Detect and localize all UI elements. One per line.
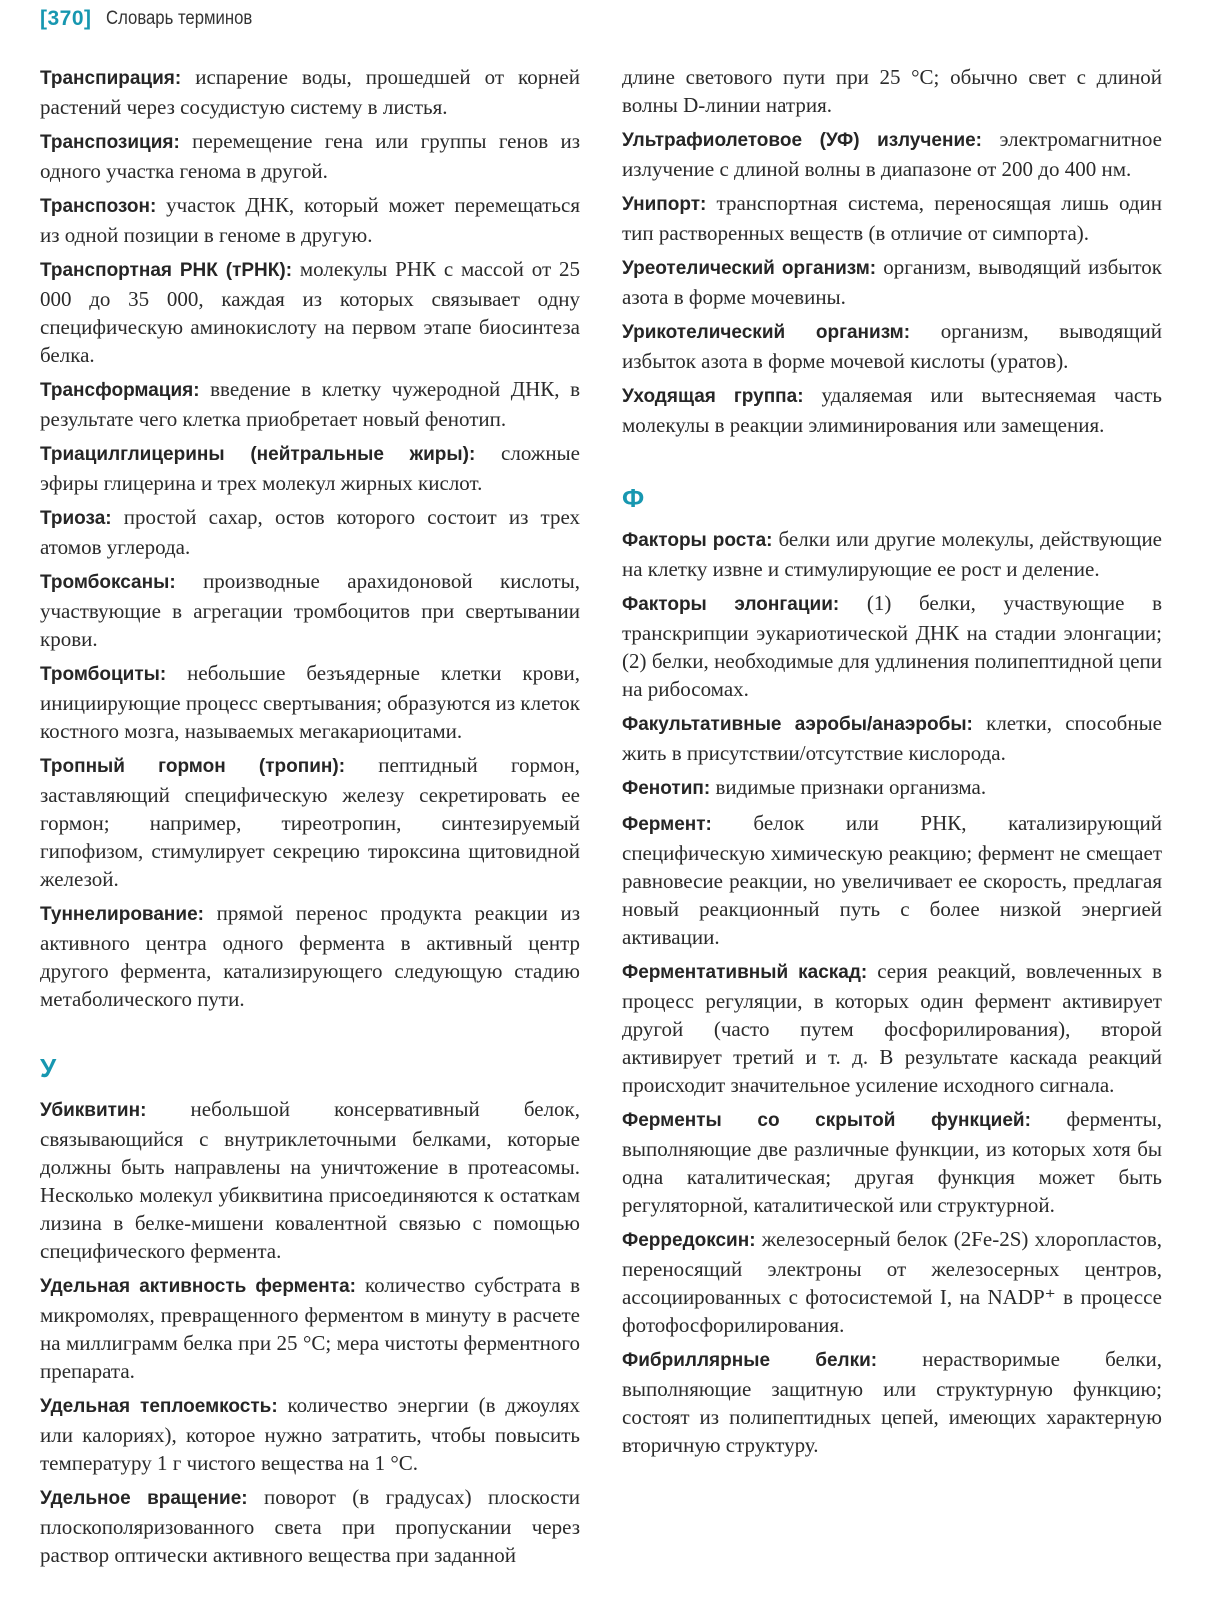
glossary-entry bbox=[40, 127, 580, 185]
glossary-entry bbox=[622, 809, 1162, 951]
entry-definition: ферменты, выполняющие две различные функции, из которых хотя бы одна каталитическая; другая функция может быть регуляторной, каталитической или структурной. bbox=[622, 1107, 1163, 1217]
glossary-entry bbox=[622, 957, 1162, 1099]
entry-term: Ферменты со скрытой функцией: bbox=[622, 1110, 1031, 1131]
entries-f bbox=[622, 525, 1162, 1459]
entry-term: Убиквитин: bbox=[40, 1100, 147, 1121]
entry-term: Туннелирование: bbox=[40, 904, 204, 925]
entry-term: Трансформация: bbox=[40, 380, 200, 401]
glossary-entry bbox=[622, 189, 1162, 247]
entry-definition: небольшой консервативный белок, связывающийся с внутриклеточными белками, которые должны быть направлены на уничтожение в протеасомы. Несколько молекул убиквитина присоединяются к остаткам лизина в белке-мишени ковалентной связью с помощью специфического фермента. bbox=[40, 1097, 580, 1263]
entry-definition: поворот (в градусах) плоскости плоскополяризованного света при пропускании через раствор оптически активного вещества при заданной bbox=[40, 1485, 580, 1567]
entry-term: Удельная теплоемкость: bbox=[40, 1396, 278, 1417]
entry-term: Ультрафиолетовое (УФ) излучение: bbox=[622, 130, 983, 151]
entry-term: Транспортная РНК (тРНК): bbox=[40, 260, 293, 281]
entry-definition: нерастворимые белки, выполняющие защитную или структурную функцию; состоят из полипептидных цепей, имеющих характерную вторичную структуру. bbox=[622, 1347, 1162, 1457]
entry-definition: организм, выводящий избыток азота в форме мочевой кислоты (уратов). bbox=[622, 319, 1162, 373]
entry-term: Транспирация: bbox=[40, 68, 182, 89]
glossary-entry bbox=[40, 1391, 580, 1477]
glossary-entry bbox=[40, 191, 580, 249]
glossary-entry bbox=[622, 1345, 1162, 1459]
glossary-entry bbox=[40, 1095, 580, 1265]
entry-term: Транспозиция: bbox=[40, 132, 180, 153]
right-column bbox=[622, 63, 1162, 1465]
entry-definition: испарение воды, прошедшей от корней растений через сосудистую систему в листья. bbox=[40, 65, 580, 119]
entry-definition: клетки, способные жить в присутствии/отсутствие кислорода. bbox=[622, 711, 1162, 765]
entry-term: Удельное вращение: bbox=[40, 1488, 248, 1509]
page-header bbox=[40, 4, 272, 34]
entry-definition: (1) белки, участвующие в транскрипции эукариотической ДНК на стадии элонгации; (2) белки, необходимые для удлинения полипептидной цепи на рибосомах. bbox=[622, 591, 1163, 701]
glossary-entry bbox=[40, 375, 580, 433]
entry-term: Факторы элонгации: bbox=[622, 594, 840, 615]
entry-term: Транспозон: bbox=[40, 196, 157, 217]
entries-u bbox=[40, 1095, 580, 1569]
entry-definition: удаляемая или вытесняемая часть молекулы в реакции элиминирования или замещения. bbox=[622, 383, 1162, 437]
entry-term: Триацилглицерины (нейтральные жиры): bbox=[40, 444, 476, 465]
glossary-entry bbox=[622, 525, 1162, 583]
glossary-entry bbox=[40, 63, 580, 121]
glossary-entry bbox=[40, 255, 580, 369]
glossary-entry bbox=[40, 751, 580, 893]
entry-definition: белки или другие молекулы, действующие на клетку извне и стимулирующие ее рост и деление. bbox=[622, 527, 1162, 581]
entries-u-continued bbox=[622, 125, 1162, 439]
entry-term: Фибриллярные белки: bbox=[622, 1350, 878, 1371]
entry-term: Триоза: bbox=[40, 508, 112, 529]
entry-term: Уреотелический организм: bbox=[622, 258, 877, 279]
glossary-entry bbox=[622, 317, 1162, 375]
page-number: [370] bbox=[40, 7, 92, 30]
entries-t bbox=[40, 63, 580, 1013]
entry-definition: участок ДНК, который может перемещаться из одной позиции в геноме в другую. bbox=[40, 193, 580, 247]
entry-term: Урикотелический организм: bbox=[622, 322, 911, 343]
section-letter-u: У bbox=[40, 1053, 57, 1083]
entry-definition: серия реакций, вовлеченных в процесс регуляции, в которых один фермент активирует другой (часто путем фосфорилирования), второй активирует третий и т. д. В результате каскада реакций происходит значительное усиление исходного сигнала. bbox=[622, 959, 1162, 1097]
entry-definition: количество субстрата в микромолях, превращенного ферментом в минуту в расчете на миллиграмм белка при 25 °C; мера чистоты ферментного препарата. bbox=[40, 1273, 580, 1383]
entry-definition: пептидный гормон, заставляющий специфическую железу секретировать ее гормон; например, тиреотропин, синтезируемый гипофизом, стимулирует секрецию тироксина щитовидной железой. bbox=[40, 753, 580, 891]
entry-term: Фенотип: bbox=[622, 778, 711, 799]
entry-definition: количество энергии (в джоулях или калориях), которое нужно затратить, чтобы повысить температуру 1 г чистого вещества на 1 °C. bbox=[40, 1393, 580, 1475]
entry-definition: транспортная система, переносящая лишь один тип растворенных веществ (в отличие от симпорта). bbox=[622, 191, 1162, 245]
entry-term: Удельная активность фермента: bbox=[40, 1276, 356, 1297]
glossary-entry bbox=[622, 125, 1162, 183]
glossary-entry bbox=[40, 659, 580, 745]
entry-definition: электромагнитное излучение с длиной волны в диапазоне от 200 до 400 нм. bbox=[622, 127, 1162, 181]
left-column bbox=[40, 63, 580, 1575]
entry-definition: белок или РНК, катализирующий специфическую химическую реакцию; фермент не смещает равновесие реакции, но увеличивает ее скорость, предлагая новый реакционный путь с более низкой энергией активации. bbox=[622, 811, 1162, 949]
glossary-entry bbox=[622, 381, 1162, 439]
entry-term: Тропный гормон (тропин): bbox=[40, 756, 346, 777]
entry-term: Ферредоксин: bbox=[622, 1230, 756, 1251]
glossary-entry bbox=[40, 567, 580, 653]
glossary-entry bbox=[622, 1105, 1162, 1219]
entry-term: Унипорт: bbox=[622, 194, 707, 215]
glossary-entry bbox=[622, 773, 1162, 803]
glossary-entry bbox=[40, 503, 580, 561]
entry-term: Факторы роста: bbox=[622, 530, 773, 551]
entry-term: Уходящая группа: bbox=[622, 386, 804, 407]
entry-term: Тромбоксаны: bbox=[40, 572, 176, 593]
glossary-entry bbox=[40, 1483, 580, 1569]
entry-definition: организм, выводящий избыток азота в форме мочевины. bbox=[622, 255, 1162, 309]
glossary-entry bbox=[622, 1225, 1162, 1339]
entry-definition: прямой перенос продукта реакции из активного центра одного фермента в активный центр другого фермента, катализирующего следующую стадию метаболического пути. bbox=[40, 901, 580, 1011]
glossary-entry bbox=[622, 709, 1162, 767]
entry-continuation: длине светового пути при 25 °C; обычно свет с длиной волны D-линии натрия. bbox=[622, 65, 1162, 117]
entry-definition: простой сахар, остов которого состоит из трех атомов углерода. bbox=[40, 505, 580, 559]
entry-term: Факультативные аэробы/анаэробы: bbox=[622, 714, 973, 735]
running-title: Словарь терминов bbox=[105, 8, 252, 29]
entry-definition: небольшие безъядерные клетки крови, инициирующие процесс свертывания; образуются из клеток костного мозга, называемых мегакариоцитами. bbox=[40, 661, 580, 743]
entry-term: Тромбоциты: bbox=[40, 664, 167, 685]
entry-definition: перемещение гена или группы генов из одного участка генома в другой. bbox=[40, 129, 580, 183]
entry-term: Фермент: bbox=[622, 814, 712, 835]
glossary-entry bbox=[40, 1271, 580, 1385]
entry-definition: молекулы РНК с массой от 25 000 до 35 000, каждая из которых связывает одну специфическую аминокислоту на первом этапе биосинтеза белка. bbox=[40, 257, 581, 367]
glossary-entry bbox=[622, 589, 1162, 703]
entry-definition: сложные эфиры глицерина и трех молекул жирных кислот. bbox=[40, 441, 580, 495]
glossary-entry bbox=[40, 899, 580, 1013]
glossary-entry bbox=[40, 439, 580, 497]
glossary-entry bbox=[622, 253, 1162, 311]
section-letter-f: Ф bbox=[622, 483, 645, 513]
entry-definition: производные арахидоновой кислоты, участвующие в агрегации тромбоцитов при свертывании крови. bbox=[40, 569, 580, 651]
entry-term: Ферментативный каскад: bbox=[622, 962, 868, 983]
entry-definition: железосерный белок (2Fe-2S) хлоропластов, переносящий электроны от железосерных центров, ассоциированных с фотосистемой I, на NADP⁺ в процессе фотофосфорилирования. bbox=[622, 1227, 1162, 1337]
entry-definition: видимые признаки организма. bbox=[710, 775, 987, 799]
entry-definition: введение в клетку чужеродной ДНК, в результате чего клетка приобретает новый фенотип. bbox=[40, 377, 580, 431]
